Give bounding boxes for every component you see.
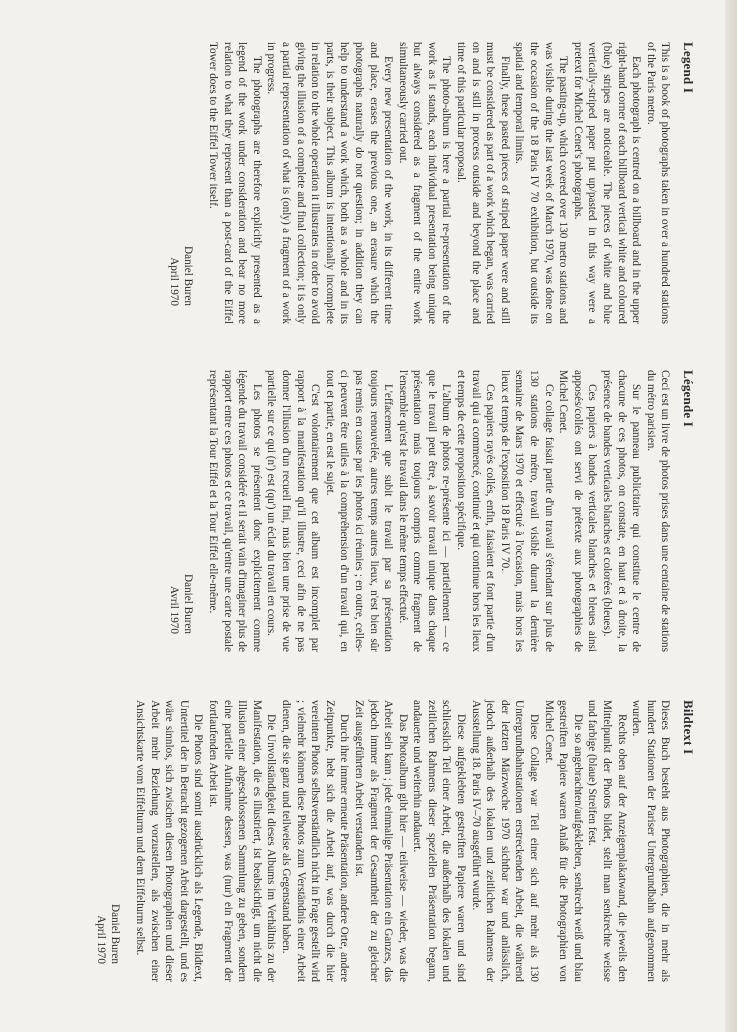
french-paragraph: L'album de photos re-présente ici — partiellement — ce que le travail peut être, à savoir travail unique dans chaque présentation mais toujours compris comme fragment de l'ensemble qu'est le travail dans le même temps effectué. xyxy=(396,370,453,652)
german-date: April 1970 xyxy=(94,915,107,964)
french-paragraph: C'est volontairement que cet album est incomplet par rapport à la manifestation qu'il illustre, ceci afin de ne pas donner l'illusion d'un recueil fini, mais bien une prise de vue partielle sur ce qui (n') est (qu') un éclat du travail en cours. xyxy=(265,370,322,652)
french-signature: Daniel Buren xyxy=(182,574,195,634)
english-paragraph: Every new presentation of the work, in its different time and place, erases the previous one, an erasure which the photographs naturally do not question; in addition they can help to understand a work which, both as a whole and in its parts, is their subject. This album is intentionally incomplete in relation to the whole operation it illustrates in order to avoid giving the illusion of a complete and final collection; it is only a partial representation of what is (only) a fragment of a work in progress. xyxy=(265,42,395,324)
german-column xyxy=(93,700,695,982)
english-signature-block xyxy=(166,42,195,324)
french-paragraph: Sur le panneau publicitaire qui constitue le centre de chacune de ces photos, on constate, en haut et à droite, la présence de bandes verticales blanches et colorées (bleues). xyxy=(601,370,643,652)
french-paragraph: Ceci est un livre de photos prises dans une centaine de stations du métro parisien. xyxy=(644,370,672,652)
french-paragraph: Les photos se présentent donc explicitement comme légende du travail considéré et il serait vain d'imaginer plus de rapport entre ces photos et ce travail, qu'entre une carte postale représentant la Tour Eiffel et la Tour Eiffel elle-même. xyxy=(207,370,263,652)
english-paragraph: This is a book of photographs taken in over a hundred stations of the Paris metro. xyxy=(644,42,672,324)
french-paragraph: Ces papiers à bandes verticales blanches et bleues ainsi apposés/collés ont servi de prétexte aux photographies de Michel Cenet. xyxy=(557,370,599,652)
english-date: April 1970 xyxy=(167,257,180,306)
english-paragraph: The photographs are therefore explicitly presented as a legend of the work under consideration and bear no more relation to what they represent than a post-card of the Eiffel Tower does to the Eiffel Tower itself. xyxy=(207,42,263,324)
french-date: Avril 1970 xyxy=(167,586,180,634)
english-signature: Daniel Buren xyxy=(182,246,195,306)
english-paragraph: The photo-album is here a partial re-presentation of the work as it stands, each individual presentation being unique but always considered as a fragment of the entire work simultaneously carried out. xyxy=(396,42,453,324)
french-heading: Légende I xyxy=(681,370,696,428)
german-paragraph: Die so angebrachten/aufgeklebten, senkrecht weiß und blau gestreiften Papiere waren Anlaß für die Photographien von Michel Cenet. xyxy=(542,700,584,982)
german-signature-block xyxy=(93,700,122,982)
english-heading: Legend I xyxy=(681,42,696,94)
german-paragraph: Die Unvollständigkeit dieses Albums im Verhältnis zu der Manifestation, die es illustriert, ist beabsichtigt, um nicht die Illusion einer abgeschlossenen Sammlung zu geben, sondern eine partielle Aufnahme dessen, was (nur) ein Fragment der fortlaufenden Arbeit ist. xyxy=(207,700,278,982)
german-paragraph: Das Photoalbum gibt hier — teilweise — wieder, was die Arbeit sein kann ; jede einmalige Präsentation ein Ganzes, das jedoch immer als Fragment der Gesamtheit der zu gleicher Zeit ausgeführten Arbeit verstanden ist. xyxy=(352,700,409,982)
german-paragraph: Diese Collage war Teil einer sich auf mehr als 130 Untergrundbahnstationen erstreckenden Arbeit, die während der letzten Märzwoche 1970 sichtbar war und anlässlich, jedoch außerhalb des lokalen und zeitlichen Rahmens der Ausstellung 18. Paris IV–70 ausgeführt wurde. xyxy=(469,700,541,982)
english-column xyxy=(166,42,695,324)
english-paragraph: Finally, these pasted pieces of striped paper were and still must be considered as part of a work which began, was carried on and is still in process outside and beyond the place and time of this particular proposal. xyxy=(455,42,511,324)
german-paragraph: Durch ihre immer erneute Präsentation, andere Orte, andere Zeitpunkte, hebt sich die Arbeit auf, was durch die hier vereinten Photos selbstverständlich nicht in Frage gestellt wird ; vielmehr können diese Photos zum Verständnis einer Arbeit dienen, die sie ganz und teilweise als Gegenstand haben. xyxy=(279,700,351,982)
german-heading: Bildtext I xyxy=(681,700,696,755)
english-paragraph: The pasting-up, which covered over 130 metro stations and was visible during the last week of March 1970, was done on the occasion of the 18 Paris IV 70 exhibition, but outside its spatial and temporal limits. xyxy=(513,42,570,324)
french-column xyxy=(166,370,695,652)
german-paragraph: Die Photos sind somit ausdrücklich als Legende, Bildtext, Untertitel der in Betracht gezogenen Arbeit dargestellt, und es wäre sinnlos, sich zwischen diesen Photographien und dieser Arbeit mehr Beziehung vorzustellen, als zwischen einer Ansichtskarte vom Eiffelturm und dem Eiffelturm selbst. xyxy=(134,700,205,982)
german-paragraph: Dieses Buch besteht aus Photographien, die in mehr als hundert Stationen der Pariser Untergrundbahn aufgenommen wurden. xyxy=(630,700,672,982)
french-signature-block xyxy=(166,370,195,652)
french-paragraph: L'effacement que subit le travail par sa présentation toujours renouvelée, autres temps autres lieux, n'est bien sûr pas remis en cause par les photos ici réunies ; en outre, celles-ci peuvent être utiles à la compréhension d'un travail qui, en tout et partie, en est le sujet. xyxy=(323,370,395,652)
french-paragraph: Ces papiers rayés collés, enfin, faisaient et font partie d'un travail qui a commencé, continué et qui continue hors les lieux et temps de cette proposition spécifique. xyxy=(455,370,497,652)
french-paragraph: Ce collage faisait partie d'un travail s'étendant sur plus de 130 stations de métro, travail visible durant la dernière semaine de Mars 1970 et effectué à l'occasion, mais hors les lieux et temps de l'exposition 18 Paris IV 70. xyxy=(498,370,555,652)
german-paragraph: Diese aufgeklebten gestreiften Papiere waren und sind schliesslich Teil einer Arbeit, die außerhalb des lokalen und zeitlichen Rahmens dieser speziellen Präsentation begann, andauerte und weiterhin andauert. xyxy=(411,700,468,982)
german-paragraph: Rechts oben auf der Anzeigenplakatwand, die jeweils den Mittelpunkt der Photos bildet, stellt man senkrechte weisse und farbige (blaue) Streifen fest. xyxy=(586,700,628,982)
german-signature: Daniel Buren xyxy=(109,904,122,964)
english-paragraph: Each photograph is centred on a billboard and in the upper right-hand corner of each billboard vertical white and coloured (blue) stripes are noticeable. The pieces of white and blue vertically-striped paper put up/pasted in this way were a pretext for Michel Cenet's photographs. xyxy=(571,42,643,324)
